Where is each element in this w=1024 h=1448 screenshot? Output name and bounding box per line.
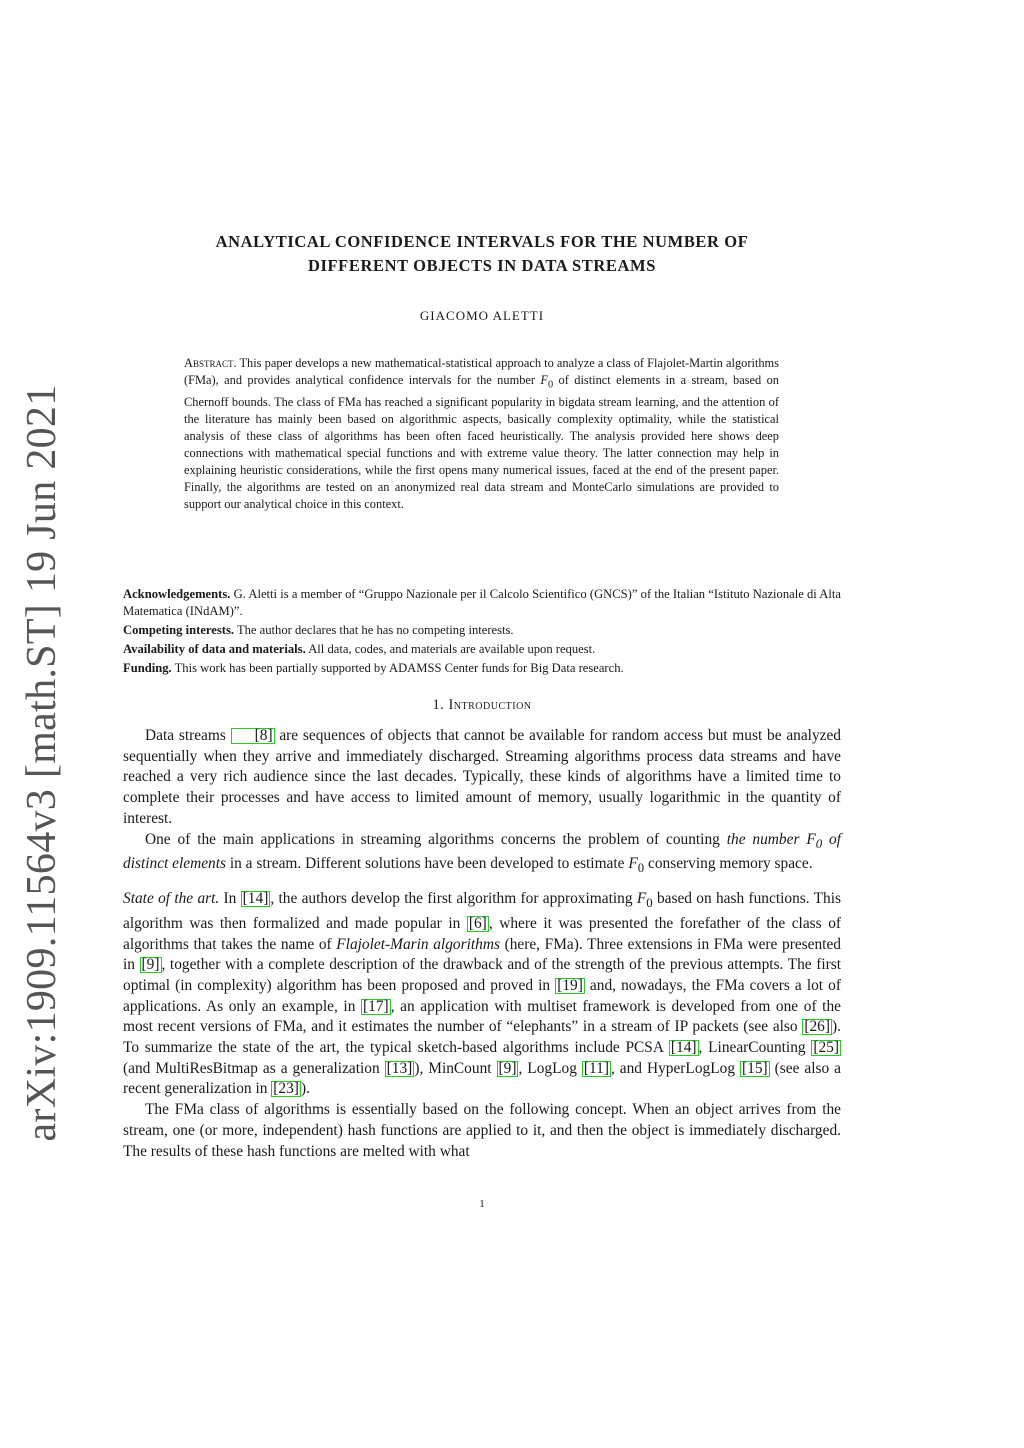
text-run: (and MultiResBitmap as a generalization [123, 1059, 385, 1077]
section-title: Introduction [448, 697, 532, 713]
text-run: One of the main applications in streaming algorithms concerns the problem of counting [145, 830, 727, 848]
math-var: F [806, 830, 816, 848]
citation-link[interactable]: [15] [742, 1059, 768, 1077]
text-run: of distinct elements [123, 830, 841, 873]
declaration-acknowledgements [123, 586, 841, 620]
declaration-text: G. Aletti is a member of “Gruppo Nazionale per il Calcolo Scientifico (GNCS)” of the Italian “Istituto Nazionale di Alta Matematica (INdAM)”. [123, 587, 841, 618]
author-name: GIACOMO ALETTI [419, 308, 545, 323]
text-run: , where it was presented the forefather of the class of algorithms that takes the name of [123, 914, 842, 953]
abstract-text-a: This paper develops a new mathematical-statistical approach to analyze a class of Flajolet-Martin algorithms (FMa), and provides analytical confidence intervals for the number [184, 356, 779, 388]
abstract-heading: Abstract. [184, 356, 237, 370]
citation-link[interactable]: [11] [583, 1059, 609, 1077]
declaration-text: All data, codes, and materials are available upon request. [308, 642, 596, 656]
text-run: ), MinCount [414, 1059, 497, 1077]
citation-link[interactable]: [13] [386, 1059, 413, 1077]
paper-title [120, 230, 844, 278]
text-run: , the authors develop the first algorithm for approximating [270, 890, 637, 908]
introduction-body [123, 726, 841, 1162]
math-var: F [628, 855, 638, 873]
title-line-2: DIFFERENT OBJECTS IN DATA STREAMS [307, 256, 657, 275]
paragraph-2 [123, 830, 841, 880]
citation-link[interactable]: [25] [813, 1039, 839, 1057]
abstract [184, 355, 779, 513]
text-run: , together with a complete description of the drawback and of the strength of the previous attempts. The first optimal (in complexity) algorithm has been proposed and proved in [123, 956, 841, 994]
text-run: in a stream. Different solutions have been developed to estimate [226, 855, 629, 873]
declaration-label: Availability of data and materials. [123, 642, 306, 656]
title-line-1: ANALYTICAL CONFIDENCE INTERVALS FOR THE NUMBER OF [215, 232, 749, 251]
section-heading-introduction [123, 697, 841, 714]
declaration-label: Acknowledgements. [123, 587, 231, 601]
section-number: 1. [432, 697, 445, 713]
math-sub: 0 [646, 896, 653, 911]
arxiv-identifier: arXiv:1909.11564v3 [math.ST] 19 Jun 2021 [19, 384, 65, 1142]
text-run: , LinearCounting [698, 1039, 812, 1057]
math-var: F [636, 890, 647, 908]
abstract-f-var: F [540, 373, 548, 388]
paragraph-4: The FMa class of algorithms is essentially based on the following concept. When an object arrives from the stream, one (or more, independent) hash functions are applied to it, and then the object is immediately discharged. The results of these hash functions are melted with what [123, 1101, 841, 1160]
citation-link[interactable]: [17] [363, 997, 389, 1015]
declaration-availability [123, 641, 841, 658]
citation-link[interactable]: [26] [804, 1018, 831, 1036]
abstract-text-b: of distinct elements in a stream, based on Chernoff bounds. The class of FMa has reached a significant popularity in bigdata stream learning, and the attention of the literature has mainly been based on algorithmic aspects, basically complexity optimality, while the statistical analysis of these class of algorithms has been often faced heuristically. The analysis provided here shows deep connections with mathematical special functions and with extreme value theory. The latter connection may help in explaining heuristic considerations, while the first opens many numerical issues, faced at the end of the present paper. Finally, the algorithms are tested on an anonymized real data stream and MonteCarlo simulations are provided to support our analytical choice in this context. [184, 373, 779, 512]
math-sub: 0 [637, 861, 645, 876]
text-run: ). [300, 1080, 310, 1098]
declaration-label: Competing interests. [123, 623, 235, 637]
abstract-f-sub: 0 [548, 379, 554, 391]
paragraph-1 [123, 726, 841, 830]
declaration-text: The author declares that he has no competing interests. [236, 623, 514, 637]
declaration-funding [123, 660, 841, 677]
declaration-text: This work has been partially supported by ADAMSS Center funds for Big Data research. [174, 661, 624, 675]
text-run: (see also a recent generalization in [123, 1059, 841, 1098]
text-run: ). To summarize the state of the art, the typical sketch-based algorithms include PCSA [123, 1018, 841, 1057]
text-run: based on hash functions. This algorithm was then formalized and made popular in [123, 890, 841, 932]
math-sub: 0 [815, 836, 823, 851]
text-run: , and HyperLogLog [610, 1059, 740, 1077]
citation-link[interactable]: [19] [557, 976, 583, 994]
text-run: (here, FMa). Three extensions in FMa were presented in [123, 935, 841, 974]
paragraph-state-of-the-art [123, 889, 841, 1100]
citation-link[interactable]: [9] [498, 1059, 517, 1077]
emphasis: Flajolet-Marin algorithms [336, 935, 500, 953]
arxiv-sidebar-stamp [10, 384, 74, 1142]
citation-link[interactable]: [9] [141, 956, 160, 974]
text-run: conserving memory space. [644, 855, 813, 873]
page-number: 1 [479, 1198, 485, 1210]
text-run: are sequences of objects that cannot be available for random access but must be analyzed sequentially when they arrive and immediately discharged. Streaming algorithms process data streams and have reached a very rich audience since the last decades. Typically, these kinds of algorithms have a limited time to complete their processes and have access to limited amount of memory, usually logarithmic in the quantity of interest. [123, 727, 841, 827]
text-run: In [219, 890, 241, 908]
citation-link[interactable]: [23] [273, 1080, 299, 1098]
text-run: the number [726, 830, 807, 848]
citation-link[interactable]: [8] [231, 728, 275, 744]
text-run: Data streams [145, 727, 231, 744]
text-run: and, nowadays, the FMa covers a lot of applications. As only an example, in [123, 976, 841, 1015]
text-run: , LogLog [518, 1059, 582, 1077]
declaration-competing-interests [123, 622, 841, 639]
declarations [123, 586, 841, 677]
citation-link[interactable]: [6] [468, 914, 487, 932]
paragraph-heading: State of the art. [123, 890, 220, 908]
declaration-label: Funding. [123, 661, 172, 675]
citation-link[interactable]: [14] [670, 1039, 697, 1057]
text-run: , an application with multiset framework is developed from one of the most recent versions of FMa, and it estimates the number of “elephants” in a stream of IP packets (see also [123, 997, 841, 1036]
citation-link[interactable]: [14] [242, 890, 269, 908]
